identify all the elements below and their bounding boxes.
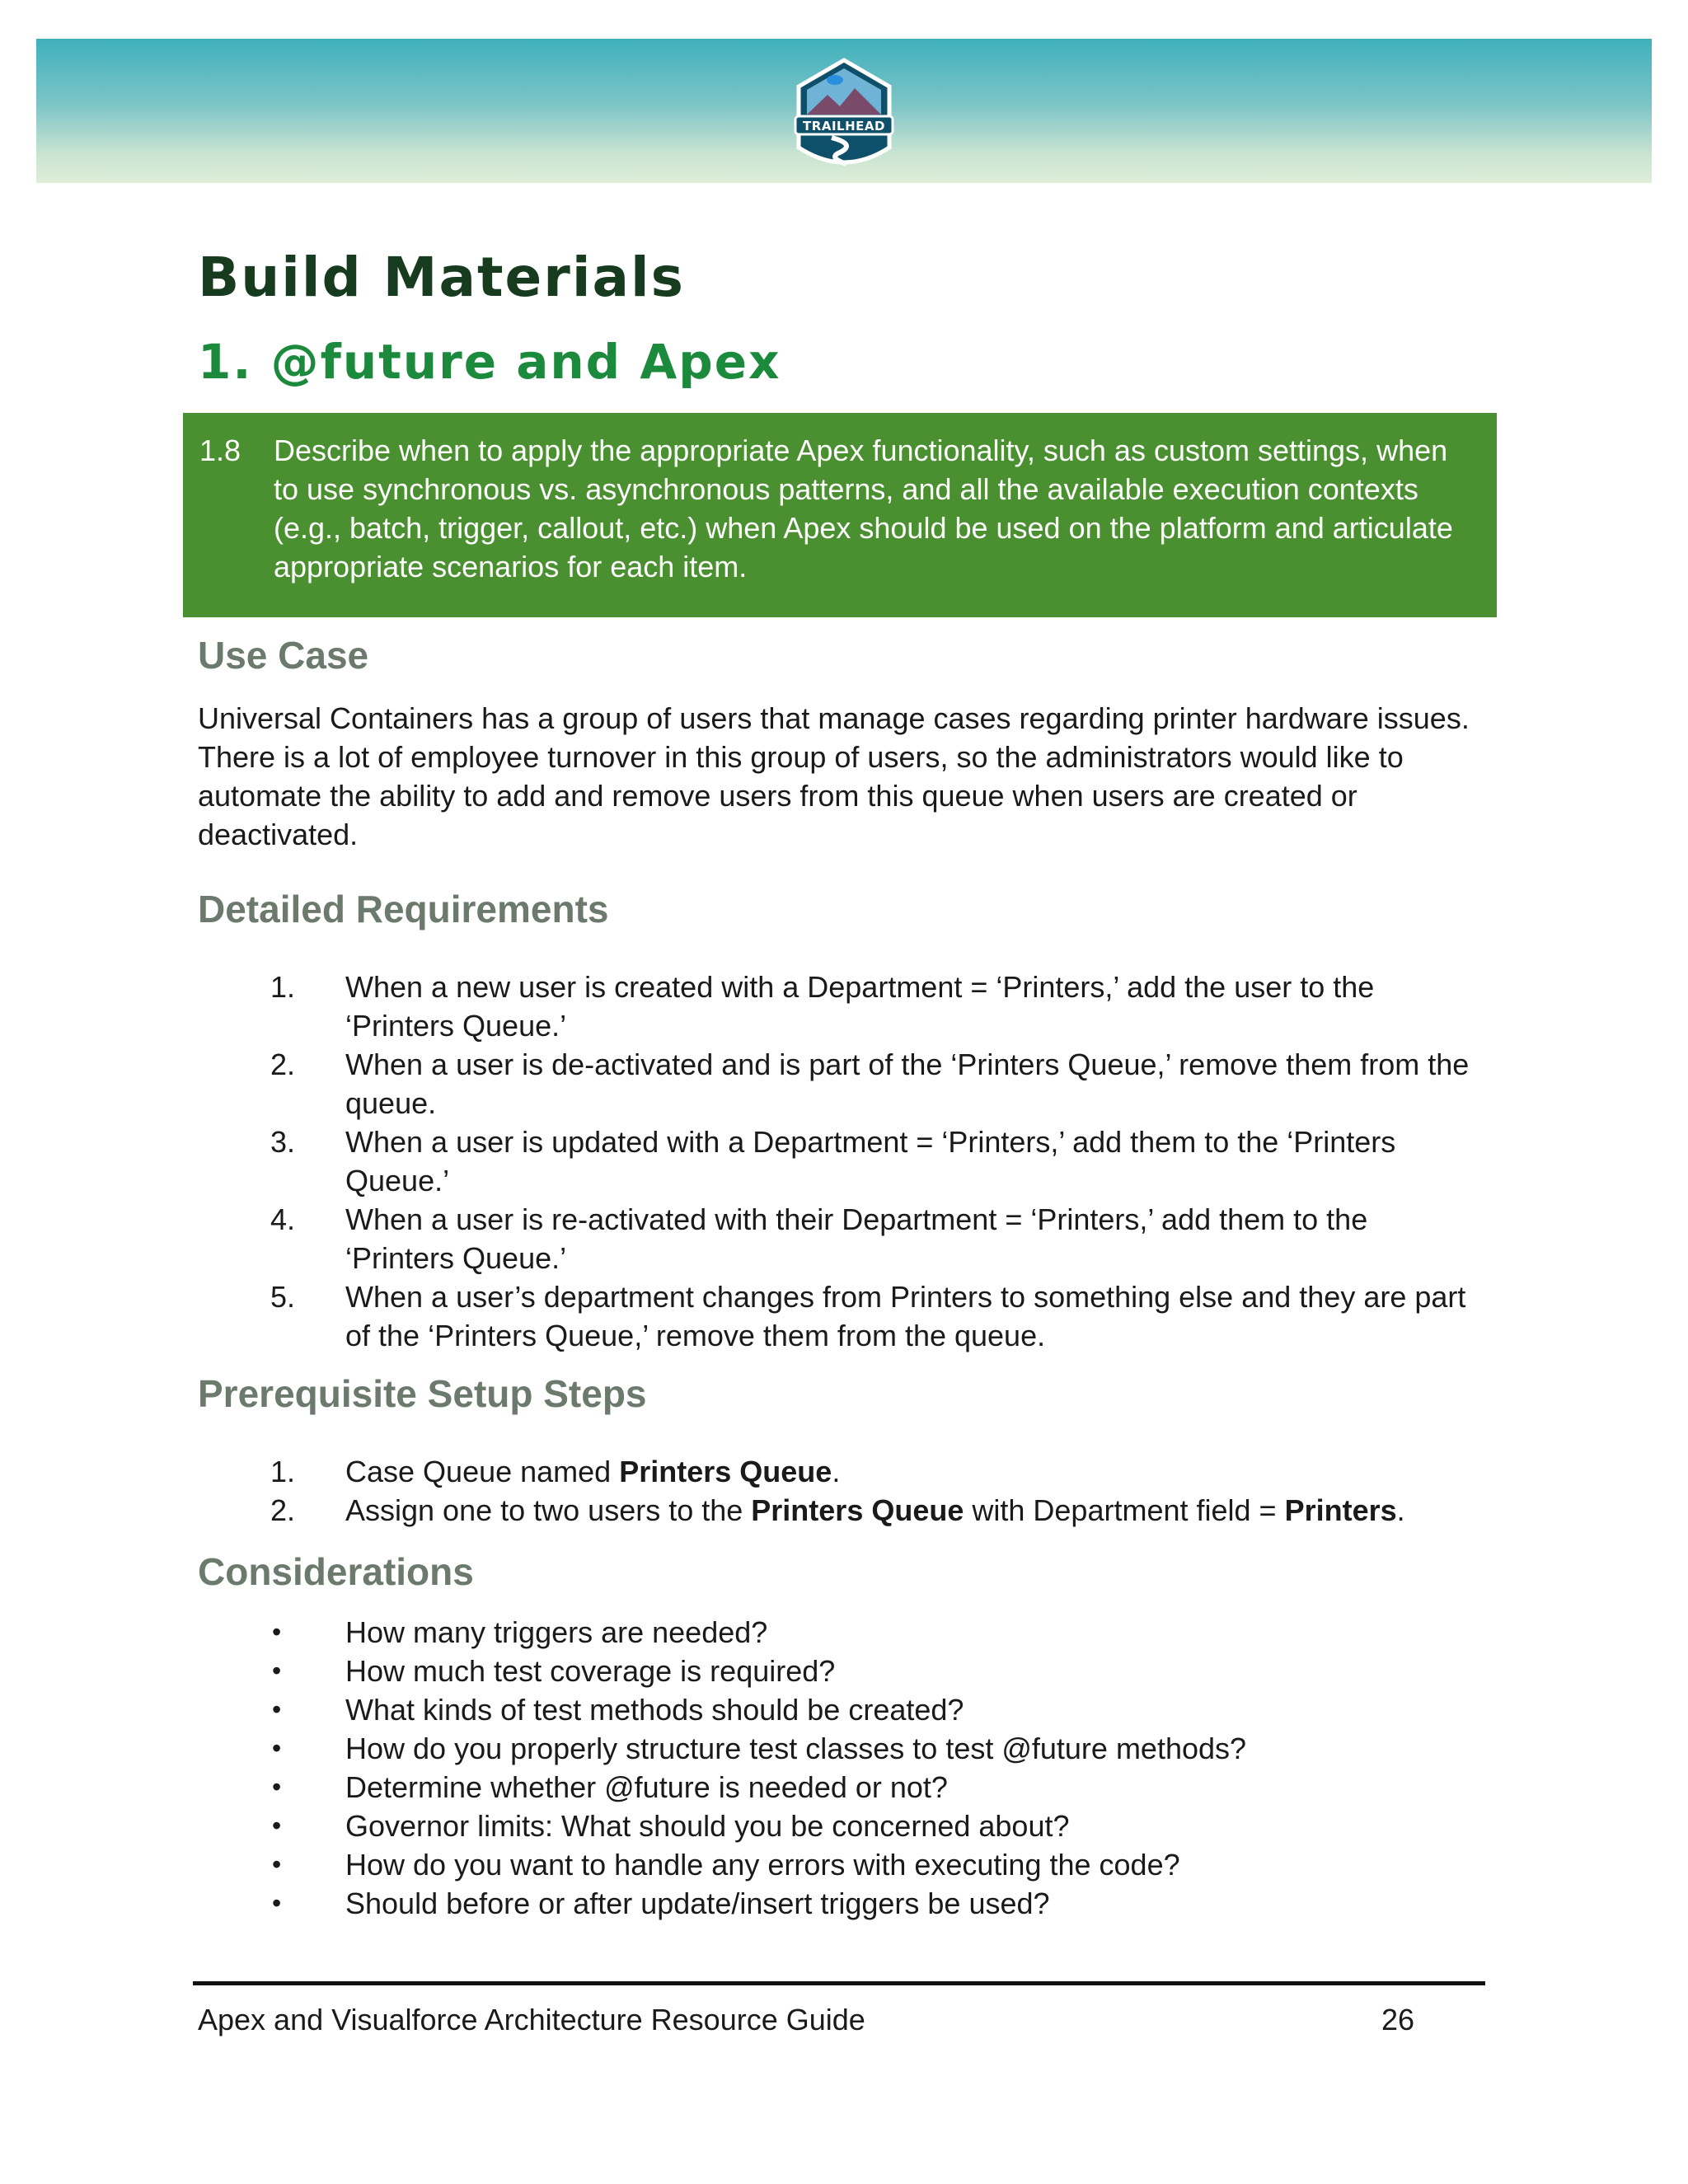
objective-text: Describe when to apply the appropriate Apex functionality, such as custom settings, when to use synchronous vs. asynchronous patterns, and all the available execution contexts (e.g., batch, trigger, callout, etc.) when Apex should be used on the platform and articulate appropriate scenarios for each item. [274,434,1453,583]
list-item: 3. When a user is updated with a Department = ‘Printers,’ add them to the ‘Printers Queue.’ [270,1125,1396,1197]
list-item: • How do you properly structure test classes to test @future methods? [272,1732,1247,1765]
list-item: 5. When a user’s department changes from Printers to something else and they are part of the ‘Printers Queue,’ remove them from the queue. [270,1280,1466,1352]
list-item: • How do you want to handle any errors with executing the code? [272,1848,1180,1882]
considerations-heading: Considerations [198,1550,474,1593]
list-item: • What kinds of test methods should be created? [272,1693,964,1727]
page-number: 26 [1381,2003,1415,2036]
prerequisite-list [0,1452,1688,1530]
document-title: Build Materials [198,246,685,309]
svg-text:TRAILHEAD: TRAILHEAD [803,119,885,134]
section-title: 1. @future and Apex [198,334,781,390]
list-item: • Determine whether @future is needed or not? [272,1770,948,1804]
list-item: 4. When a user is re-activated with their Department = ‘Printers,’ add them to the ‘Printers Queue.’ [270,1202,1368,1275]
list-item: • Should before or after update/insert triggers be used? [272,1886,1050,1920]
trailhead-logo [782,55,906,171]
use-case-heading: Use Case [198,634,369,677]
header-banner [36,39,1652,183]
detailed-requirements-heading: Detailed Requirements [198,888,609,930]
list-item: 1. When a new user is created with a Department = ‘Printers,’ add the user to the ‘Printers Queue.’ [270,970,1375,1043]
objective-box [183,413,1497,617]
list-item: • How many triggers are needed? [272,1615,768,1649]
objective-number: 1.8 [199,434,241,467]
use-case-text: Universal Containers has a group of users that manage cases regarding printer hardware issues. There is a lot of employee turnover in this group of users, so the administrators would like to automate the ability to add and remove users from this queue when users are created or deactivated. [198,701,1470,851]
considerations-list [0,1613,1688,1923]
footer-divider [193,1981,1485,1985]
requirements-list [0,968,1688,1355]
list-item: • How much test coverage is required? [272,1654,836,1688]
list-item: 1. Case Queue named Printers Queue. [270,1455,841,1488]
list-item: • Governor limits: What should you be concerned about? [272,1809,1070,1843]
list-item: 2. Assign one to two users to the Printers Queue with Department field = Printers. [270,1493,1405,1527]
list-item: 2. When a user is de-activated and is part of the ‘Printers Queue,’ remove them from the queue. [270,1047,1470,1120]
footer-guide-title: Apex and Visualforce Architecture Resource Guide [198,2003,865,2036]
prerequisite-heading: Prerequisite Setup Steps [198,1372,647,1415]
